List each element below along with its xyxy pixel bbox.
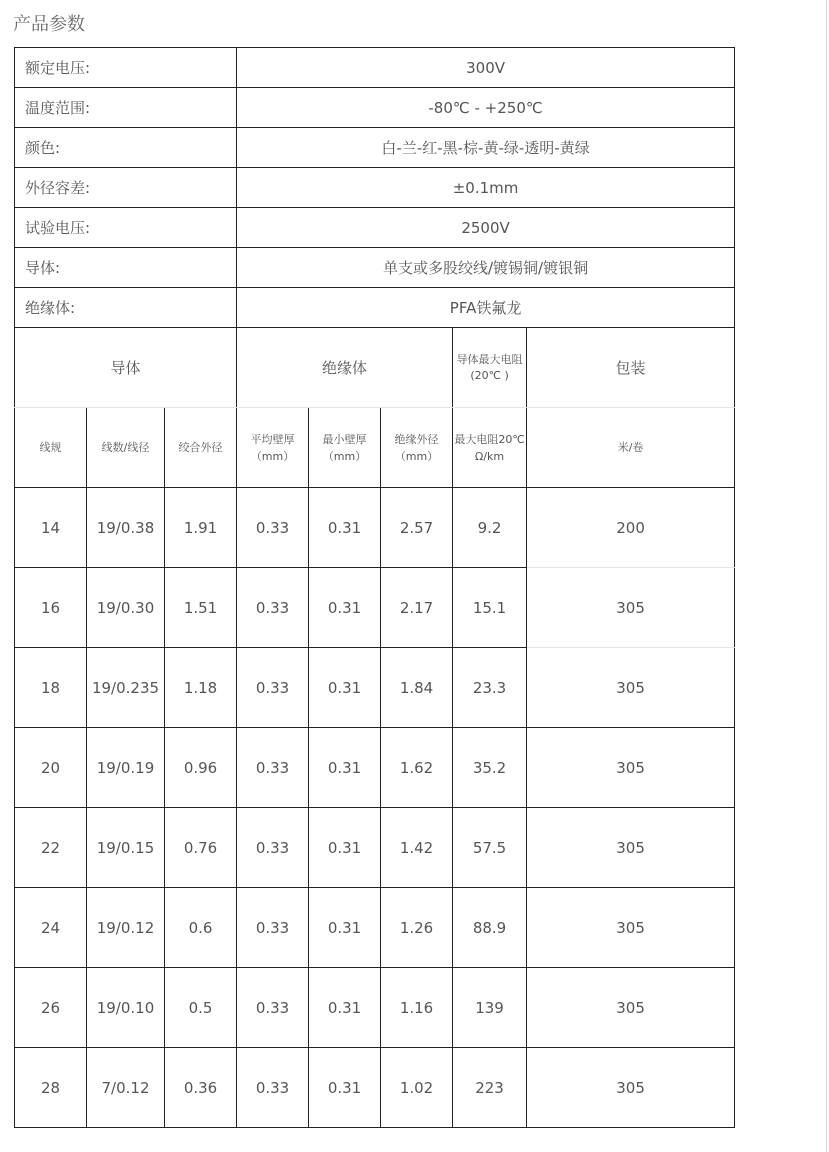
column-header-insul-od: 绝缘外径（mm） bbox=[381, 408, 453, 488]
cell-strands: 19/0.235 bbox=[87, 648, 165, 728]
cell-gauge: 22 bbox=[15, 808, 87, 888]
cell-insul-od: 1.02 bbox=[381, 1048, 453, 1128]
cell-strands: 19/0.12 bbox=[87, 888, 165, 968]
cell-strands: 7/0.12 bbox=[87, 1048, 165, 1128]
table-row bbox=[15, 1048, 735, 1128]
cell-gauge: 18 bbox=[15, 648, 87, 728]
cell-gauge: 28 bbox=[15, 1048, 87, 1128]
cell-avg-wall: 0.33 bbox=[237, 568, 309, 648]
spec-row-color bbox=[15, 128, 735, 168]
spec-label: 外径容差: bbox=[15, 168, 237, 208]
spec-value: ±0.1mm bbox=[237, 168, 735, 208]
cell-insul-od: 1.84 bbox=[381, 648, 453, 728]
column-header-twist-od: 绞合外径 bbox=[165, 408, 237, 488]
column-header-row bbox=[15, 408, 735, 488]
spec-value: 白-兰-红-黑-棕-黄-绿-透明-黄绿 bbox=[237, 128, 735, 168]
cell-strands: 19/0.10 bbox=[87, 968, 165, 1048]
cell-pack: 305 bbox=[527, 648, 735, 728]
cell-strands: 19/0.15 bbox=[87, 808, 165, 888]
spec-row-rated-voltage bbox=[15, 48, 735, 88]
cell-max-res: 15.1 bbox=[453, 568, 527, 648]
cell-avg-wall: 0.33 bbox=[237, 488, 309, 568]
cell-twist-od: 0.96 bbox=[165, 728, 237, 808]
spec-label: 颜色: bbox=[15, 128, 237, 168]
spec-value: PFA铁氟龙 bbox=[237, 288, 735, 328]
cell-pack: 305 bbox=[527, 1048, 735, 1128]
cell-gauge: 24 bbox=[15, 888, 87, 968]
cell-gauge: 14 bbox=[15, 488, 87, 568]
cell-max-res: 23.3 bbox=[453, 648, 527, 728]
spec-row-conductor bbox=[15, 248, 735, 288]
table-row bbox=[15, 488, 735, 568]
spec-value: 300V bbox=[237, 48, 735, 88]
column-header-gauge: 线规 bbox=[15, 408, 87, 488]
cell-pack: 200 bbox=[527, 488, 735, 568]
cell-gauge: 20 bbox=[15, 728, 87, 808]
cell-max-res: 9.2 bbox=[453, 488, 527, 568]
cell-avg-wall: 0.33 bbox=[237, 888, 309, 968]
group-header-max-resistance: 导体最大电阻(20℃ ) bbox=[453, 328, 527, 408]
cell-twist-od: 0.36 bbox=[165, 1048, 237, 1128]
cell-twist-od: 1.18 bbox=[165, 648, 237, 728]
table-row bbox=[15, 568, 735, 648]
cell-min-wall: 0.31 bbox=[309, 1048, 381, 1128]
page-right-border bbox=[826, 0, 827, 1152]
cell-avg-wall: 0.33 bbox=[237, 808, 309, 888]
spec-row-insulation bbox=[15, 288, 735, 328]
cell-avg-wall: 0.33 bbox=[237, 968, 309, 1048]
cell-strands: 19/0.19 bbox=[87, 728, 165, 808]
spec-label: 绝缘体: bbox=[15, 288, 237, 328]
cell-gauge: 26 bbox=[15, 968, 87, 1048]
spec-row-od-tolerance bbox=[15, 168, 735, 208]
cell-avg-wall: 0.33 bbox=[237, 728, 309, 808]
cell-max-res: 88.9 bbox=[453, 888, 527, 968]
group-header-insulation: 绝缘体 bbox=[237, 328, 453, 408]
cell-pack: 305 bbox=[527, 888, 735, 968]
cell-twist-od: 0.5 bbox=[165, 968, 237, 1048]
cell-pack: 305 bbox=[527, 968, 735, 1048]
spec-row-temperature-range bbox=[15, 88, 735, 128]
cell-twist-od: 0.76 bbox=[165, 808, 237, 888]
column-header-avg-wall: 平均壁厚（mm） bbox=[237, 408, 309, 488]
cell-pack: 305 bbox=[527, 728, 735, 808]
cell-strands: 19/0.30 bbox=[87, 568, 165, 648]
cell-min-wall: 0.31 bbox=[309, 648, 381, 728]
spec-value: 单支或多股绞线/镀锡铜/镀银铜 bbox=[237, 248, 735, 288]
cell-max-res: 223 bbox=[453, 1048, 527, 1128]
spec-label: 试验电压: bbox=[15, 208, 237, 248]
cell-min-wall: 0.31 bbox=[309, 968, 381, 1048]
spec-label: 导体: bbox=[15, 248, 237, 288]
cell-max-res: 57.5 bbox=[453, 808, 527, 888]
cell-min-wall: 0.31 bbox=[309, 808, 381, 888]
product-parameters-table bbox=[14, 47, 735, 1128]
table-row bbox=[15, 968, 735, 1048]
cell-max-res: 35.2 bbox=[453, 728, 527, 808]
column-header-min-wall: 最小壁厚（mm） bbox=[309, 408, 381, 488]
cell-gauge: 16 bbox=[15, 568, 87, 648]
cell-twist-od: 1.51 bbox=[165, 568, 237, 648]
cell-insul-od: 1.42 bbox=[381, 808, 453, 888]
cell-twist-od: 1.91 bbox=[165, 488, 237, 568]
cell-strands: 19/0.38 bbox=[87, 488, 165, 568]
cell-twist-od: 0.6 bbox=[165, 888, 237, 968]
spec-value: 2500V bbox=[237, 208, 735, 248]
cell-max-res: 139 bbox=[453, 968, 527, 1048]
cell-min-wall: 0.31 bbox=[309, 488, 381, 568]
table-row bbox=[15, 888, 735, 968]
cell-avg-wall: 0.33 bbox=[237, 648, 309, 728]
cell-min-wall: 0.31 bbox=[309, 568, 381, 648]
cell-insul-od: 2.17 bbox=[381, 568, 453, 648]
column-header-strands: 线数/线径 bbox=[87, 408, 165, 488]
cell-pack: 305 bbox=[527, 808, 735, 888]
group-header-packaging: 包装 bbox=[527, 328, 735, 408]
table-row bbox=[15, 728, 735, 808]
group-header-conductor: 导体 bbox=[15, 328, 237, 408]
column-header-pack: 米/卷 bbox=[527, 408, 735, 488]
cell-insul-od: 2.57 bbox=[381, 488, 453, 568]
column-header-max-res: 最大电阻20℃ Ω/km bbox=[453, 408, 527, 488]
cell-insul-od: 1.16 bbox=[381, 968, 453, 1048]
spec-value: -80℃ - +250℃ bbox=[237, 88, 735, 128]
page-title: 产品参数 bbox=[13, 14, 85, 35]
cell-min-wall: 0.31 bbox=[309, 888, 381, 968]
cell-pack: 305 bbox=[527, 568, 735, 648]
cell-insul-od: 1.26 bbox=[381, 888, 453, 968]
spec-label: 额定电压: bbox=[15, 48, 237, 88]
table-row bbox=[15, 808, 735, 888]
spec-label: 温度范围: bbox=[15, 88, 237, 128]
cell-insul-od: 1.62 bbox=[381, 728, 453, 808]
spec-row-test-voltage bbox=[15, 208, 735, 248]
table-row bbox=[15, 648, 735, 728]
cell-min-wall: 0.31 bbox=[309, 728, 381, 808]
group-header-row bbox=[15, 328, 735, 408]
cell-avg-wall: 0.33 bbox=[237, 1048, 309, 1128]
